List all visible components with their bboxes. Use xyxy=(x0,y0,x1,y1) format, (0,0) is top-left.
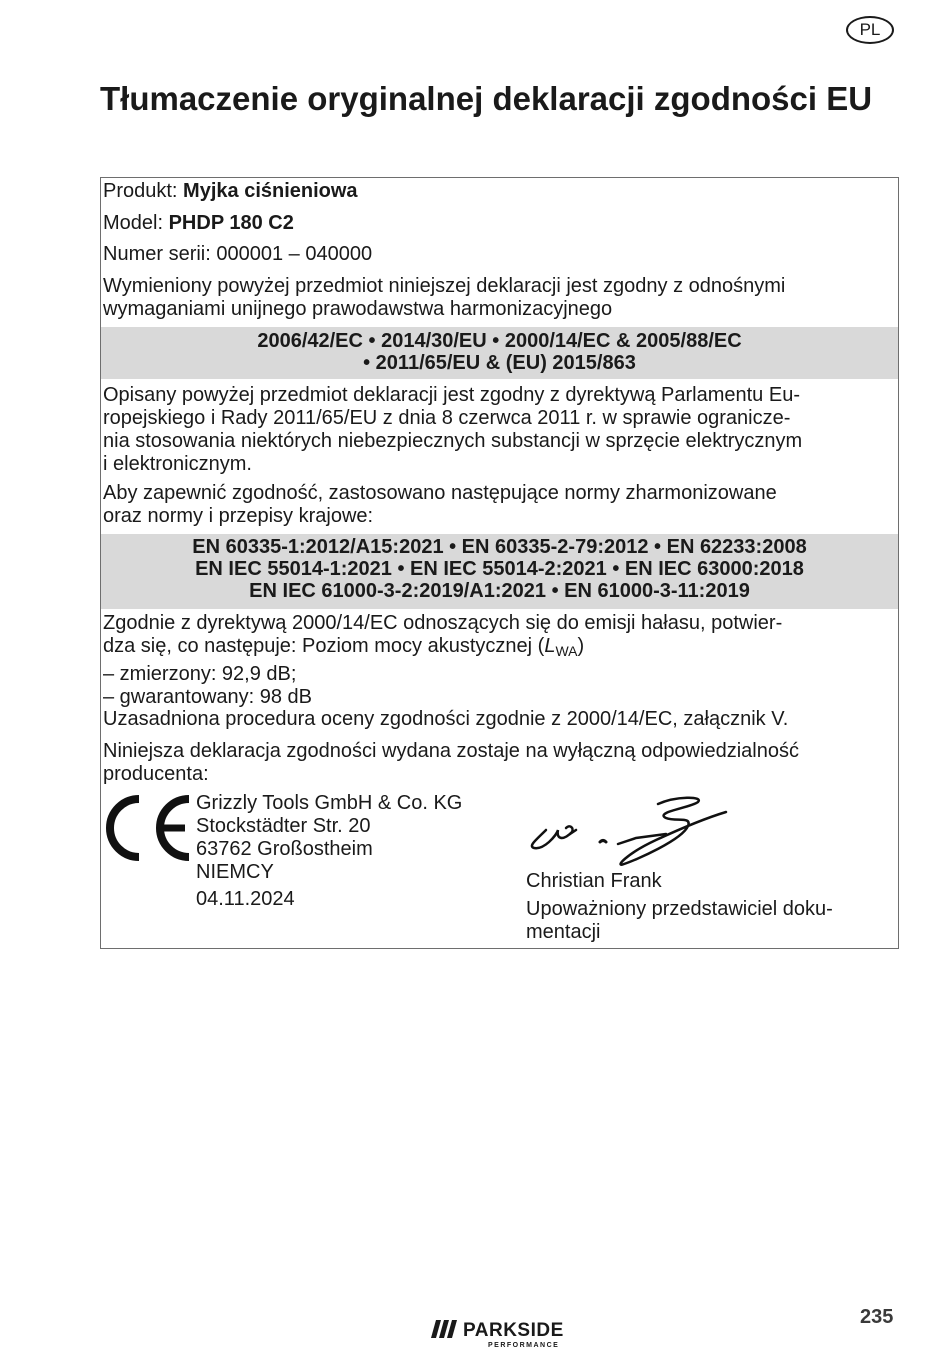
signer-role: mentacji xyxy=(526,921,601,943)
standards-band xyxy=(101,534,898,609)
standards-line: EN IEC 61000-3-2:2019/A1:2021 • EN 61000-3-11:2019 xyxy=(249,580,750,602)
rohs-line: Opisany powyżej przedmiot deklaracji jest zgodny z dyrektywą Parlamentu Eu- xyxy=(103,384,800,406)
conformity-line: wymaganiami unijnego prawodawstwa harmonizacyjnego xyxy=(103,298,613,320)
noise-line: Zgodnie z dyrektywą 2000/14/EC odnoszących się do emisji hałasu, potwier- xyxy=(103,612,783,634)
standards-intro-line: Aby zapewnić zgodność, zastosowano następujące normy zharmonizowane xyxy=(103,482,777,504)
logo-stripe-icon xyxy=(439,1320,449,1338)
logo-stripe-icon xyxy=(431,1320,441,1338)
standards-intro-line: oraz normy i przepisy krajowe: xyxy=(103,505,374,527)
rohs-line: ropejskiego i Rady 2011/65/EU z dnia 8 czerwca 2011 r. w sprawie ogranicze- xyxy=(103,407,791,429)
noise-statement xyxy=(103,612,894,709)
manufacturer-line: Grizzly Tools GmbH & Co. KG xyxy=(196,792,463,814)
manufacturer-address xyxy=(196,792,462,911)
product-line xyxy=(103,180,894,203)
language-badge: PL xyxy=(846,16,894,44)
product-label: Produkt: xyxy=(103,180,178,202)
rohs-statement xyxy=(103,384,894,476)
sound-power-subscript: WA xyxy=(555,643,578,659)
standards-line: EN IEC 55014-1:2021 • EN IEC 55014-2:2021 • EN IEC 63000:2018 xyxy=(195,558,804,580)
model-line xyxy=(103,212,894,235)
rohs-line: nia stosowania niektórych niebezpiecznych substancji w sprzęcie elektrycznym xyxy=(103,430,803,452)
sound-power-symbol: L xyxy=(544,635,556,657)
manufacturer-line: 63762 Großostheim xyxy=(196,838,373,860)
signer-block xyxy=(526,870,881,944)
logo-stripe-icon xyxy=(447,1320,457,1338)
responsibility-line: Niniejsza deklaracja zgodności wydana zostaje na wyłączną odpowiedzialność xyxy=(103,740,799,762)
standards-line: EN 60335-1:2012/A15:2021 • EN 60335-2-79:2012 • EN 62233:2008 xyxy=(192,536,807,558)
declaration-box xyxy=(100,177,899,949)
logo-brand: PARKSIDE xyxy=(463,1320,564,1341)
ce-mark-logo xyxy=(101,795,193,861)
page-title: Tłumaczenie oryginalnej deklaracji zgodności EU xyxy=(100,80,873,117)
signer-role: Upoważniony przedstawiciel doku- xyxy=(526,898,833,920)
noise-guaranteed: – gwarantowany: 98 dB xyxy=(103,686,313,708)
manufacturer-line: Stockstädter Str. 20 xyxy=(196,815,371,837)
responsibility-line: producenta: xyxy=(103,763,209,785)
serial-value: 000001 – 040000 xyxy=(216,243,373,265)
model-label: Model: xyxy=(103,212,164,234)
procedure-statement: Uzasadniona procedura oceny zgodności zgodnie z 2000/14/EC, załącznik V. xyxy=(103,708,789,730)
parkside-logo xyxy=(430,1316,590,1350)
manufacturer-line: NIEMCY xyxy=(196,861,274,883)
serial-label: Numer serii: xyxy=(103,243,211,265)
responsibility-statement xyxy=(103,740,894,786)
logo-subbrand: PERFORMANCE xyxy=(488,1342,560,1349)
standards-intro xyxy=(103,482,894,528)
conformity-statement xyxy=(103,275,894,321)
noise-line-close: ) xyxy=(577,635,585,657)
noise-measured: – zmierzony: 92,9 dB; xyxy=(103,663,297,685)
page-number: 235 xyxy=(860,1306,894,1328)
noise-line-text: dza się, co następuje: Poziom mocy akustycznej ( xyxy=(103,635,545,657)
model-value: PHDP 180 C2 xyxy=(168,212,294,234)
serial-line xyxy=(103,243,894,266)
directives-band xyxy=(101,327,898,379)
signer-name: Christian Frank xyxy=(526,870,662,892)
signature-image xyxy=(526,788,736,868)
rohs-line: i elektronicznym. xyxy=(103,453,252,475)
directives-line: 2006/42/EC • 2014/30/EU • 2000/14/EC & 2005/88/EC xyxy=(257,330,742,352)
product-value: Myjka ciśnieniowa xyxy=(183,180,358,202)
conformity-line: Wymieniony powyżej przedmiot niniejszej deklaracji jest zgodny z odnośnymi xyxy=(103,275,786,297)
directives-line: • 2011/65/EU & (EU) 2015/863 xyxy=(363,352,636,374)
noise-line xyxy=(103,635,894,663)
declaration-date: 04.11.2024 xyxy=(196,888,295,910)
